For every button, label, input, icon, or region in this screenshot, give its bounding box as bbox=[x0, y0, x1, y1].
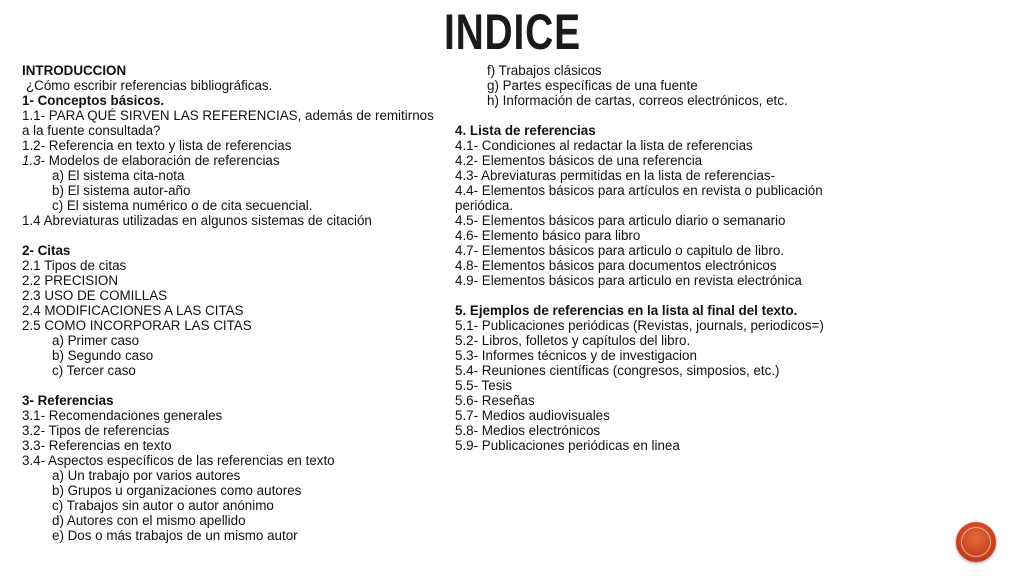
toc-item: 1.2- Referencia en texto y lista de referencias bbox=[22, 138, 292, 153]
toc-item: periódica. bbox=[455, 198, 514, 213]
toc-subitem: b) Segundo caso bbox=[52, 348, 154, 363]
toc-subitem: d) Autores con el mismo apellido bbox=[52, 513, 246, 528]
toc-heading-lista-referencias: 4. Lista de referencias bbox=[455, 123, 596, 138]
toc-item: 3.3- Referencias en texto bbox=[22, 438, 172, 453]
toc-subitem: c) Tercer caso bbox=[52, 363, 136, 378]
toc-item: 2.3 USO DE COMILLAS bbox=[22, 288, 168, 303]
toc-item: 2.1 Tipos de citas bbox=[22, 258, 127, 273]
toc-item: 4.9- Elementos básicos para articulo en revista electrónica bbox=[455, 273, 802, 288]
toc-item: 2.2 PRECISION bbox=[22, 273, 118, 288]
toc-item: 2.5 COMO INCORPORAR LAS CITAS bbox=[22, 318, 252, 333]
slide-nav-button[interactable] bbox=[956, 522, 996, 562]
toc-heading-conceptos: 1- Conceptos básicos. bbox=[22, 93, 165, 108]
spacer bbox=[22, 378, 434, 393]
toc-subitem: f) Trabajos clásicos bbox=[487, 63, 602, 78]
toc-heading-ejemplos: 5. Ejemplos de referencias en la lista al final del texto. bbox=[455, 303, 798, 318]
toc-subitem: g) Partes específicas de una fuente bbox=[487, 78, 698, 93]
toc-subitem: a) Primer caso bbox=[52, 333, 140, 348]
toc-item: 5.2- Libros, folletos y capítulos del libro. bbox=[455, 333, 691, 348]
toc-item: 3.2- Tipos de referencias bbox=[22, 423, 170, 438]
spacer bbox=[22, 228, 434, 243]
toc-item: 5.8- Medios electrónicos bbox=[455, 423, 601, 438]
toc-item: 4.4- Elementos básicos para artículos en revista o publicación bbox=[455, 183, 823, 198]
toc-item-text: - Modelos de elaboración de referencias bbox=[40, 153, 280, 168]
spacer bbox=[455, 288, 824, 303]
toc-item: 4.1- Condiciones al redactar la lista de referencias bbox=[455, 138, 753, 153]
page-title: INDICE bbox=[444, 4, 581, 60]
toc-subitem: e) Dos o más trabajos de un mismo autor bbox=[52, 528, 298, 543]
toc-item: 4.6- Elemento básico para libro bbox=[455, 228, 641, 243]
toc-item: 4.2- Elementos básicos de una referencia bbox=[455, 153, 703, 168]
toc-item: 5.3- Informes técnicos y de investigacion bbox=[455, 348, 697, 363]
toc-item: 4.3- Abreviaturas permitidas en la lista de referencias- bbox=[455, 168, 776, 183]
toc-item: 5.7- Medios audiovisuales bbox=[455, 408, 610, 423]
toc-heading-introduccion: INTRODUCCION bbox=[22, 63, 127, 78]
toc-item: 4.7- Elementos básicos para articulo o capitulo de libro. bbox=[455, 243, 784, 258]
spacer bbox=[455, 108, 824, 123]
toc-subitem: a) El sistema cita-nota bbox=[52, 168, 185, 183]
toc-subitem: c) El sistema numérico o de cita secuencial. bbox=[52, 198, 313, 213]
toc-item: 1.1- PARA QUÉ SIRVEN LAS REFERENCIAS, además de remitirnos bbox=[22, 108, 434, 123]
toc-left-column bbox=[22, 63, 434, 543]
toc-item: 5.6- Reseñas bbox=[455, 393, 535, 408]
toc-subitem: a) Un trabajo por varios autores bbox=[52, 468, 241, 483]
toc-item: a la fuente consultada? bbox=[22, 123, 161, 138]
toc-right-column bbox=[455, 63, 824, 453]
toc-subitem: b) Grupos u organizaciones como autores bbox=[52, 483, 302, 498]
toc-subitem: c) Trabajos sin autor o autor anónimo bbox=[52, 498, 274, 513]
toc-item-number: 1.3 bbox=[22, 153, 41, 168]
toc-heading-citas: 2- Citas bbox=[22, 243, 71, 258]
toc-item: 2.4 MODIFICACIONES A LAS CITAS bbox=[22, 303, 244, 318]
toc-item: 1.4 Abreviaturas utilizadas en algunos sistemas de citación bbox=[22, 213, 372, 228]
toc-item: 4.8- Elementos básicos para documentos electrónicos bbox=[455, 258, 777, 273]
toc-item: 4.5- Elementos básicos para articulo diario o semanario bbox=[455, 213, 786, 228]
toc-heading-referencias: 3- Referencias bbox=[22, 393, 114, 408]
toc-item: 5.4- Reuniones científicas (congresos, simposios, etc.) bbox=[455, 363, 780, 378]
toc-item: 3.4- Aspectos específicos de las referencias en texto bbox=[22, 453, 335, 468]
toc-item: 5.5- Tesis bbox=[455, 378, 513, 393]
toc-item: 3.1- Recomendaciones generales bbox=[22, 408, 223, 423]
toc-subitem: b) El sistema autor-año bbox=[52, 183, 191, 198]
toc-item: 5.9- Publicaciones periódicas en linea bbox=[455, 438, 680, 453]
toc-subitem: h) Información de cartas, correos electrónicos, etc. bbox=[487, 93, 788, 108]
toc-item bbox=[22, 153, 434, 168]
toc-item: ¿Cómo escribir referencias bibliográficas. bbox=[26, 78, 273, 93]
toc-item: 5.1- Publicaciones periódicas (Revistas, journals, periodicos=) bbox=[455, 318, 824, 333]
